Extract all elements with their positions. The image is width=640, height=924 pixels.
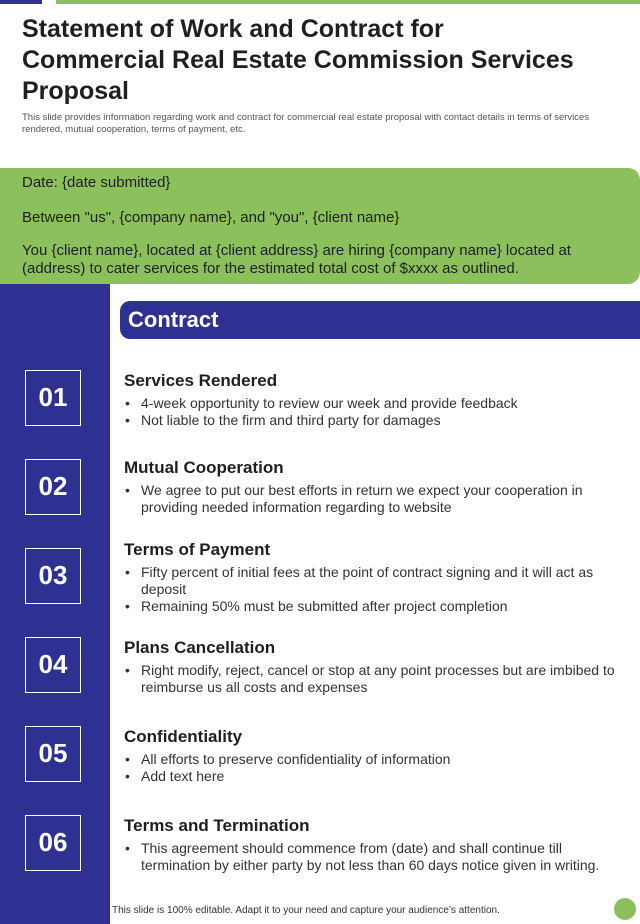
contract-heading: Contract (120, 301, 640, 339)
sidebar-panel (0, 284, 110, 924)
bullet-list (124, 395, 624, 429)
page-subtitle: This slide provides information regarding work and contract for commercial real estate proposal with contact details in terms of services rendered, mutual cooperation, terms of payment, etc. (22, 112, 590, 135)
bullet-item: • This agreement should commence from (date) and shall continue till termination by either party by not less than 60 days notice given in writing. (124, 840, 624, 874)
bullet-item: • Not liable to the firm and third party for damages (124, 412, 624, 429)
intro-date: Date: {date submitted} (22, 174, 171, 191)
section-plans-cancellation (124, 637, 624, 696)
footer-note: This slide is 100% editable. Adapt it to your need and capture your audience’s attention. (112, 905, 500, 916)
section-confidentiality (124, 726, 624, 785)
section-number-03: 03 (25, 548, 81, 604)
intro-client-details: You {client name}, located at {client address} are hiring {company name} located at (address) to cater services for the estimated total cost of $xxxx as outlined. (22, 242, 571, 277)
page-title: Statement of Work and Contract for Commercial Real Estate Commission Services Proposal (22, 15, 574, 105)
section-number-05: 05 (25, 726, 81, 782)
bullet-list (124, 482, 624, 516)
top-accent-bar-green (56, 0, 640, 4)
section-terms-and-termination (124, 815, 624, 874)
intro-between: Between "us", {company name}, and "you", {client name} (22, 209, 400, 226)
section-mutual-cooperation (124, 457, 624, 516)
corner-dot-decoration (614, 898, 636, 920)
bullet-list (124, 564, 624, 615)
section-title: Confidentiality (124, 727, 243, 746)
section-title: Terms of Payment (124, 540, 271, 559)
bullet-item: • Right modify, reject, cancel or stop at any point processes but are imbibed to reimburse us all costs and expenses (124, 662, 624, 696)
bullet-item: • Remaining 50% must be submitted after project completion (124, 598, 624, 615)
section-title: Plans Cancellation (124, 638, 276, 657)
bullet-list (124, 751, 624, 785)
section-title: Services Rendered (124, 371, 278, 390)
bullet-item: • 4-week opportunity to review our week and provide feedback (124, 395, 624, 412)
bullet-list (124, 840, 624, 874)
section-number-02: 02 (25, 459, 81, 515)
section-terms-of-payment (124, 539, 624, 615)
section-title: Mutual Cooperation (124, 458, 284, 477)
section-services-rendered (124, 370, 624, 429)
bullet-item: • We agree to put our best efforts in return we expect your cooperation in providing needed information regarding to website (124, 482, 624, 516)
intro-box (0, 168, 640, 284)
section-number-01: 01 (25, 370, 81, 426)
bullet-item: • All efforts to preserve confidentiality of information (124, 751, 624, 768)
top-accent-bar-blue (0, 0, 42, 4)
bullet-item: • Add text here (124, 768, 624, 785)
bullet-item: • Fifty percent of initial fees at the point of contract signing and it will act as deposit (124, 564, 624, 598)
section-number-04: 04 (25, 637, 81, 693)
section-title: Terms and Termination (124, 816, 310, 835)
bullet-list (124, 662, 624, 696)
section-number-06: 06 (25, 815, 81, 871)
